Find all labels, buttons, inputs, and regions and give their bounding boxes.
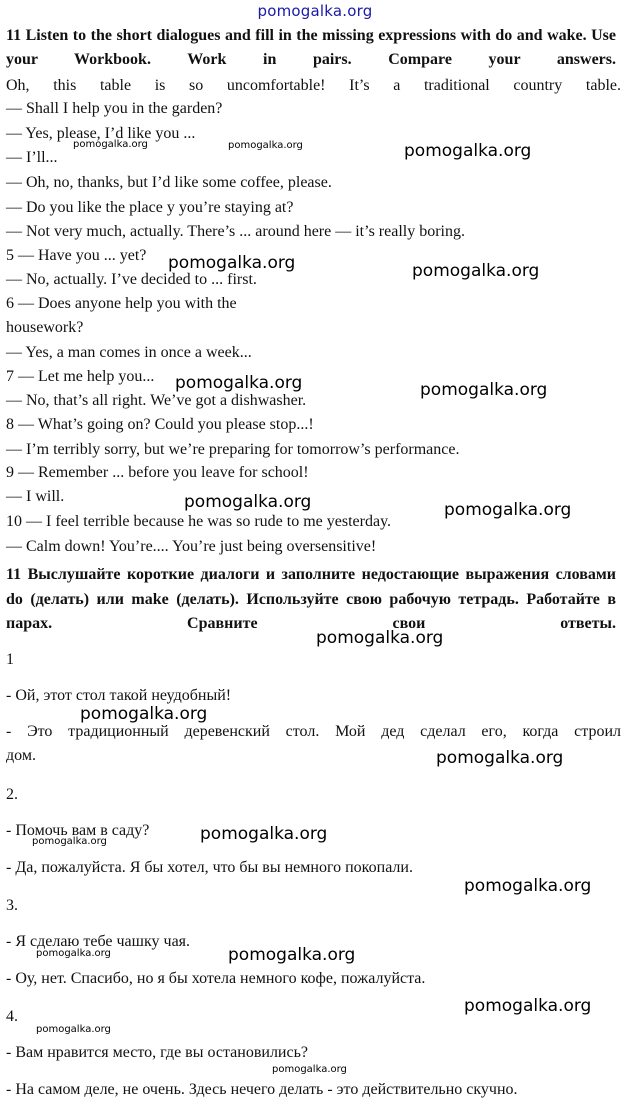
english-line: — I’ll... bbox=[6, 149, 58, 166]
english-line: 10 — I feel terrible because he was so rude to me yesterday. bbox=[6, 513, 392, 530]
watermark: pomogalka.org bbox=[404, 141, 532, 161]
russian-line: - Помочь вам в саду? bbox=[6, 822, 150, 839]
english-line: — I will. bbox=[6, 488, 65, 505]
watermark: pomogalka.org bbox=[228, 140, 303, 151]
watermark: pomogalka.org bbox=[32, 836, 107, 847]
english-line: — Yes, please, I’d like you ... bbox=[6, 125, 196, 142]
english-line: — Yes, a man comes in once a week... bbox=[6, 344, 252, 361]
watermark: pomogalka.org bbox=[444, 500, 572, 520]
russian-line: 3. bbox=[6, 897, 18, 914]
watermark: pomogalka.org bbox=[316, 628, 444, 648]
russian-line: 4. bbox=[6, 1008, 18, 1025]
russian-line: - Ой, этот стол такой неудобный! bbox=[6, 687, 232, 704]
english-line: housework? bbox=[6, 319, 84, 336]
russian-line: дом. bbox=[6, 747, 36, 764]
english-line: 5 — Have you ... yet? bbox=[6, 247, 147, 264]
english-line: 9 — Remember ... before you leave for school! bbox=[6, 464, 309, 481]
english-line: 8 — What’s going on? Could you please stop...! bbox=[6, 416, 314, 433]
watermark: pomogalka.org bbox=[420, 380, 548, 400]
watermark: pomogalka.org bbox=[184, 492, 312, 512]
english-line: Oh, this table is so uncomfortable! It’s a traditional country table. bbox=[6, 77, 621, 94]
english-line: — I’m terribly sorry, but we’re preparing for tomorrow’s performance. bbox=[6, 441, 460, 458]
russian-line: - Это традиционный деревенский стол. Мой дед сделал его, когда строил bbox=[6, 723, 621, 740]
watermark: pomogalka.org bbox=[436, 748, 564, 768]
watermark: pomogalka.org bbox=[36, 1024, 111, 1035]
watermark: pomogalka.org bbox=[168, 253, 296, 273]
english-line: — Oh, no, thanks, but I’d like some coffee, please. bbox=[6, 174, 332, 191]
russian-line: 1 bbox=[6, 651, 14, 668]
russian-line: - Я сделаю тебе чашку чая. bbox=[6, 933, 191, 950]
russian-line: - Да, пожалуйста. Я бы хотел, что бы вы немного покопали. bbox=[6, 859, 413, 876]
russian-line: 2. bbox=[6, 786, 18, 803]
russian-line: - Оу, нет. Спасибо, но я бы хотела немного кофе, пожалуйста. bbox=[6, 970, 426, 987]
english-line: — Shall I help you in the garden? bbox=[6, 100, 223, 117]
russian-line: - На самом деле, не очень. Здесь нечего делать - это действительно скучно. bbox=[6, 1081, 518, 1098]
watermark: pomogalka.org bbox=[80, 704, 208, 724]
watermark: pomogalka.org bbox=[464, 996, 592, 1016]
site-header-link[interactable]: pomogalka.org bbox=[257, 2, 373, 20]
english-line: 6 — Does anyone help you with the bbox=[6, 295, 237, 312]
english-line: 7 — Let me help you... bbox=[6, 368, 155, 385]
english-line: — Not very much, actually. There’s ... around here — it’s really boring. bbox=[6, 223, 465, 240]
watermark: pomogalka.org bbox=[200, 824, 328, 844]
english-task-title: 11 Listen to the short dialogues and fill in the missing expressions with do and wake. Use your Workbook. Work in pairs. Compare your answers. bbox=[6, 27, 616, 68]
watermark: pomogalka.org bbox=[175, 373, 303, 393]
english-line: — No, that’s all right. We’ve got a dishwasher. bbox=[6, 392, 307, 409]
watermark: pomogalka.org bbox=[73, 139, 148, 150]
russian-task-title: 11 Выслушайте короткие диалоги и заполните недостающие выражения словами do (делать) или make (делать). Используйте свою рабочую тетрадь. Работайте в парах. Сравните свои ответы. bbox=[6, 566, 616, 632]
russian-line: - Вам нравится место, где вы остановились? bbox=[6, 1044, 308, 1061]
watermark: pomogalka.org bbox=[272, 1064, 347, 1075]
watermark: pomogalka.org bbox=[36, 948, 111, 959]
watermark: pomogalka.org bbox=[412, 261, 540, 281]
english-line: — No, actually. I’ve decided to ... first. bbox=[6, 271, 257, 288]
watermark: pomogalka.org bbox=[464, 876, 592, 896]
english-line: — Do you like the place y you’re staying at? bbox=[6, 199, 294, 216]
watermark: pomogalka.org bbox=[228, 945, 356, 965]
english-line: — Calm down! You’re.... You’re just being oversensitive! bbox=[6, 538, 377, 555]
